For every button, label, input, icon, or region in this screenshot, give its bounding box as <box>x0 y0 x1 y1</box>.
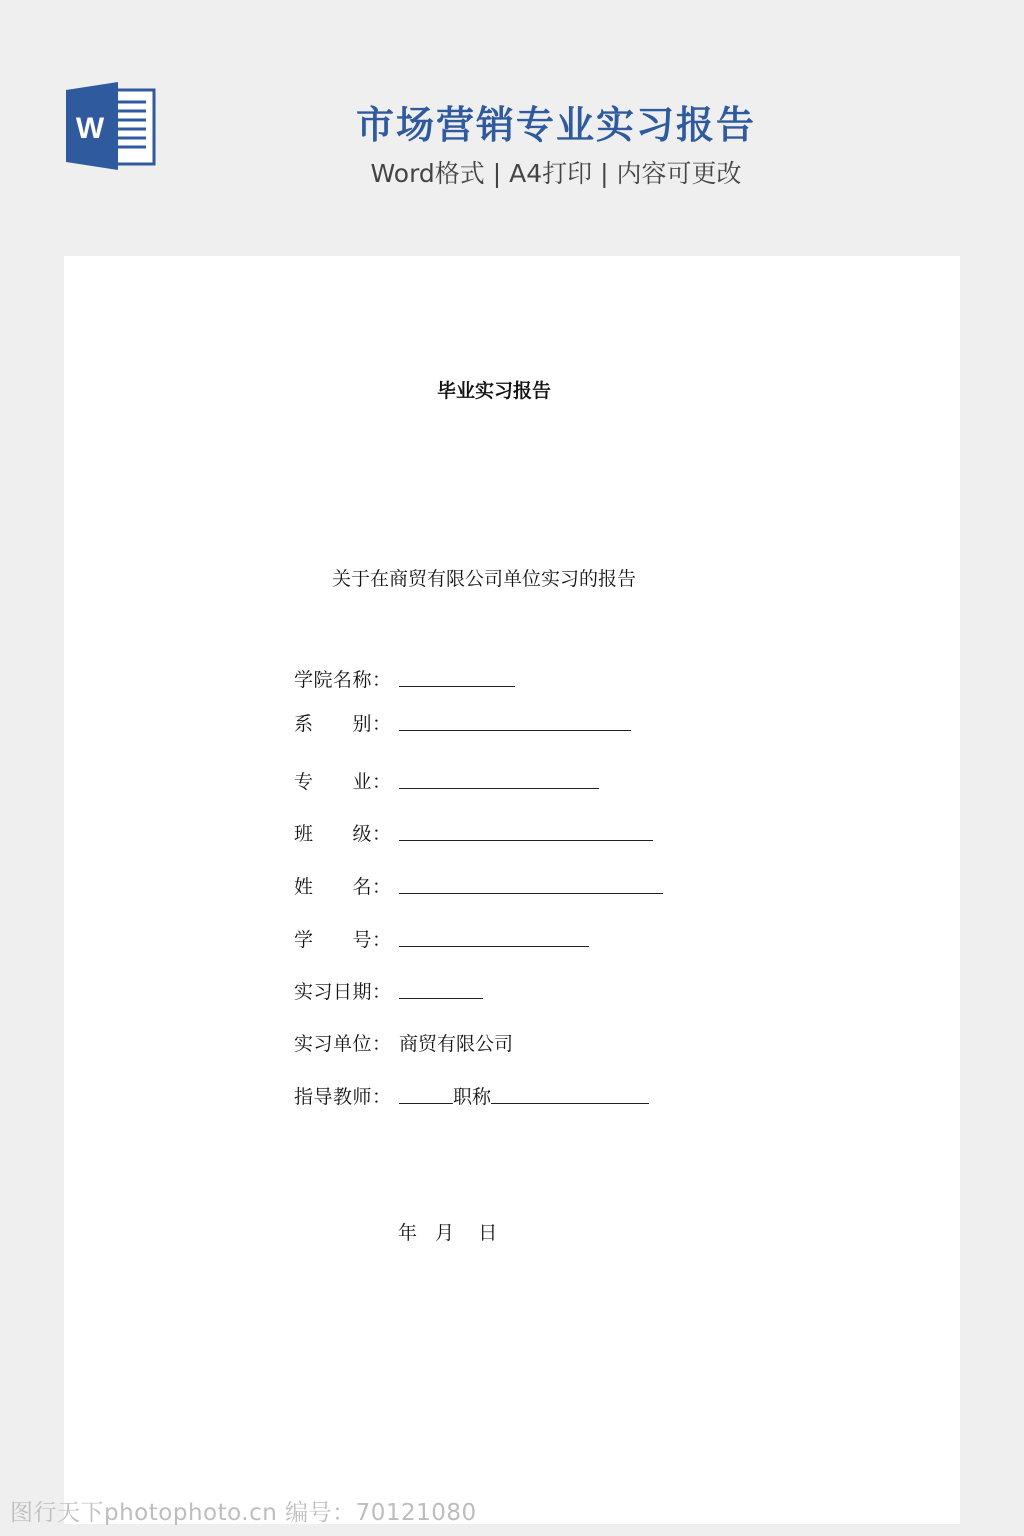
fill-blank[interactable] <box>399 997 483 999</box>
field-student-id <box>294 924 589 952</box>
field-label: 班 级： <box>294 823 392 845</box>
banner-subtitle: Word格式 | A4打印 | 内容可更改 <box>370 159 742 188</box>
field-label: 专 业： <box>294 771 392 793</box>
field-class <box>294 818 653 846</box>
logo-letter: W <box>75 112 105 145</box>
fill-blank[interactable] <box>399 1102 453 1104</box>
advisor-title-label: 职称 <box>453 1086 492 1108</box>
field-label: 指导教师： <box>294 1086 392 1108</box>
field-label: 实习单位： <box>294 1033 392 1055</box>
field-value: 商贸有限公司 <box>399 1033 514 1055</box>
field-department <box>294 708 631 736</box>
fill-blank[interactable] <box>399 685 515 687</box>
field-label: 姓 名： <box>294 876 392 898</box>
fill-blank[interactable] <box>399 729 631 731</box>
document-page <box>64 256 960 1524</box>
fill-blank[interactable] <box>491 1102 649 1104</box>
fill-blank[interactable] <box>399 839 653 841</box>
field-label: 学 号： <box>294 929 392 951</box>
word-document-icon <box>64 82 156 170</box>
document-title: 毕业实习报告 <box>436 380 551 402</box>
field-label: 实习日期： <box>294 981 392 1003</box>
fill-blank[interactable] <box>399 892 663 894</box>
header-banner <box>0 0 1024 250</box>
field-label: 学院名称： <box>294 669 392 691</box>
banner-title: 市场营销专业实习报告 <box>355 103 756 147</box>
field-internship-date <box>294 976 483 1004</box>
fill-blank[interactable] <box>399 945 589 947</box>
field-internship-unit <box>294 1028 513 1056</box>
field-label: 系 别： <box>294 713 392 735</box>
field-college <box>294 664 515 692</box>
watermark: 图行天下photophoto.cn 编号：70121080 <box>10 1500 477 1526</box>
field-advisor <box>294 1081 649 1109</box>
fill-blank[interactable] <box>399 787 599 789</box>
date-line: 年 月 日 <box>398 1222 498 1244</box>
field-major <box>294 766 599 794</box>
field-name <box>294 871 663 899</box>
document-subject: 关于在商贸有限公司单位实习的报告 <box>331 568 636 590</box>
